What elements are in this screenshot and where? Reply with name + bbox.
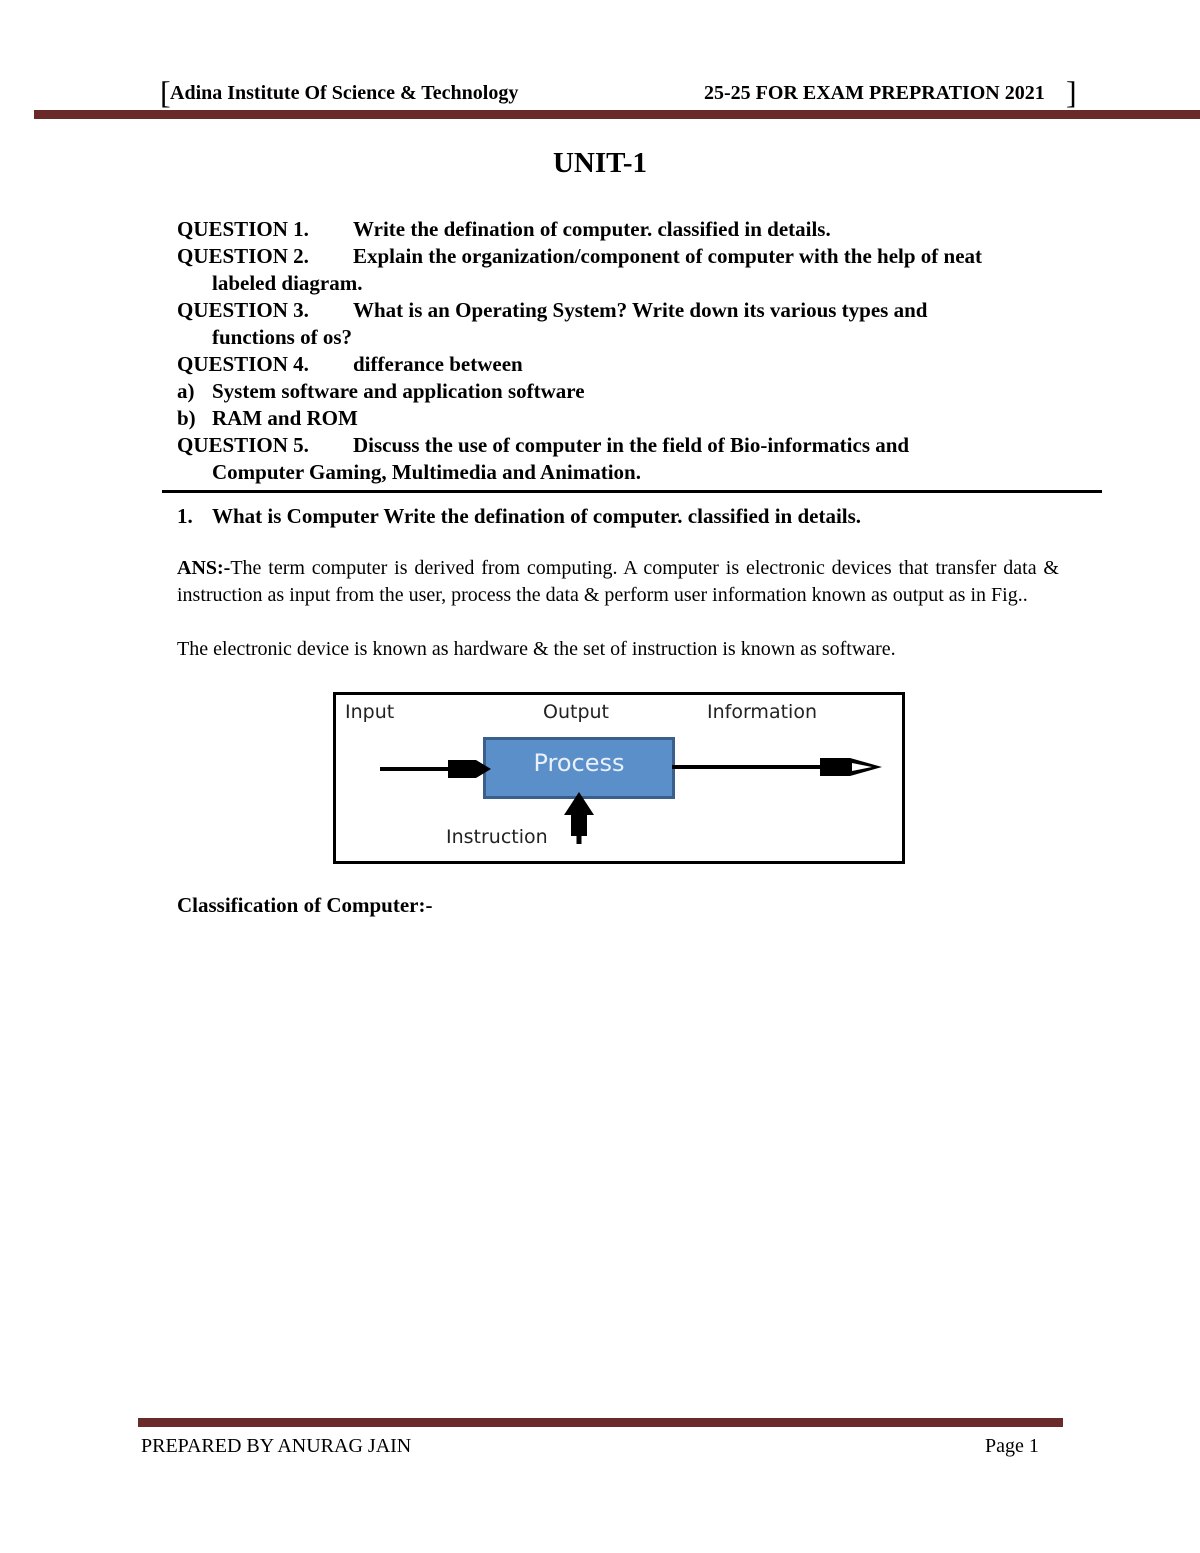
question-2-text: Explain the organization/component of computer with the help of neat [353,244,983,268]
sub-a-text: System software and application software [212,379,585,403]
footer-page-number: 1 [1028,1435,1039,1457]
answer-label: ANS:- [177,557,231,579]
question-2-label: QUESTION 2. [177,244,309,268]
question-5-text: Discuss the use of computer in the field of Bio-informatics and [353,433,910,457]
sub-b-text: RAM and ROM [212,406,358,430]
process-label: Process [533,749,625,777]
question-3-continuation: functions of os? [212,325,353,349]
footer-page-label: Page [985,1435,1024,1457]
question-3-text: What is an Operating System? Write down its various types and [353,298,928,322]
question-4-text: differance between [353,352,523,376]
page-title: UNIT-1 [552,147,647,179]
answer-number: 1. [177,504,193,528]
output-arrow-icon [672,758,882,776]
header-bracket-open: [ [160,74,171,110]
question-5-continuation: Computer Gaming, Multimedia and Animation. [212,460,641,484]
footer-prepared-by: PREPARED BY ANURAG JAIN [141,1435,412,1457]
question-5-label: QUESTION 5. [177,433,309,457]
sub-a-letter: a) [177,379,195,403]
question-1-label: QUESTION 1. [177,217,309,241]
answer-heading-text: What is Computer Write the defination of computer. classified in details. [212,504,862,528]
classification-heading: Classification of Computer:- [177,893,433,917]
question-3-label: QUESTION 3. [177,298,309,322]
footer-rule [138,1418,1063,1427]
sub-b-letter: b) [177,406,196,430]
header-exam-title: 25-25 FOR EXAM PREPRATION 2021 [704,82,1045,104]
answer-text: The term computer is derived from computing. A computer is electronic devices that transfer data & instruction as input from the user, process the data & perform user information known as output as in Fig.. [177,557,1059,606]
input-arrow-icon [380,760,491,778]
diagram-label-information: Information [707,701,817,723]
diagram-label-input: Input [345,701,395,723]
question-4-label: QUESTION 4. [177,352,309,376]
footer-page [985,1433,1039,1459]
question-1-text: Write the defination of computer. classified in details. [353,217,831,241]
answer-paragraph-2: The electronic device is known as hardware & the set of instruction is known as software. [177,638,896,660]
header-bracket-close: ] [1066,74,1077,110]
header-institute: Adina Institute Of Science & Technology [170,82,519,104]
diagram-label-instruction: Instruction [446,826,548,848]
instruction-arrow-icon [564,792,594,844]
diagram-label-output: Output [543,701,609,723]
question-2-continuation: labeled diagram. [212,271,363,295]
